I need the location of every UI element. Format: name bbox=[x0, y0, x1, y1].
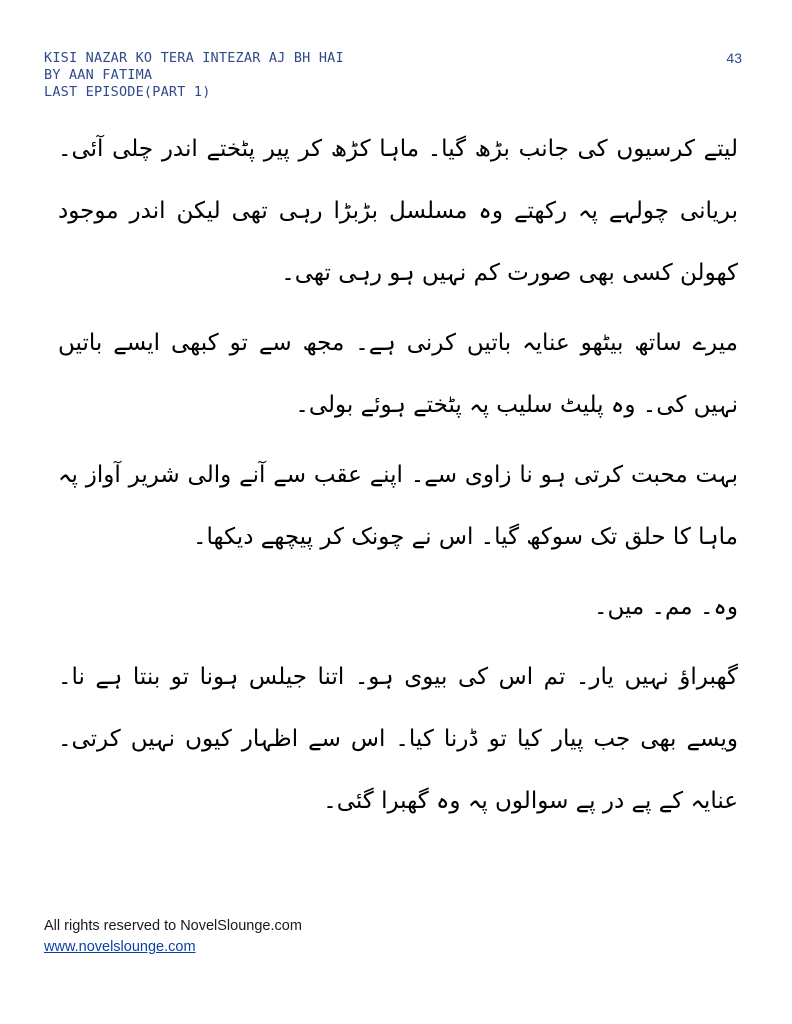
author-line: BY AAN FATIMA bbox=[44, 67, 153, 83]
website-link[interactable]: www.novelslounge.com bbox=[44, 939, 196, 955]
page-number: 43 bbox=[726, 50, 742, 66]
document-footer bbox=[44, 916, 302, 958]
story-body bbox=[58, 118, 738, 840]
episode-line: LAST EPISODE(PART 1) bbox=[44, 84, 211, 100]
paragraph: لیتے کرسیوں کی جانب بڑھ گیا۔ ماہا کڑھ کر پیر پٹختے اندر چلی آئی۔ بریانی چولہے پہ رکھتے وہ مسلسل بڑبڑا رہی تھی لیکن اندر موجود کھولن کسی بھی صورت کم نہیں ہو رہی تھی۔ bbox=[58, 136, 738, 286]
paragraph: بہت محبت کرتی ہو نا زاوی سے۔ اپنے عقب سے آنے والی شریر آواز پہ ماہا کا حلق تک سوکھ گیا۔ اس نے چونک کر پیچھے دیکھا۔ bbox=[58, 462, 738, 550]
paragraph: گھبراؤ نہیں یار۔ تم اس کی بیوی ہو۔ اتنا جیلس ہونا تو بنتا ہے نا۔ ویسے بھی جب پیار کیا تو ڈرنا کیا۔ اس سے اظہار کیوں نہیں کرتی۔ عنایہ کے پے در پے سوالوں پہ وہ گھبرا گئی۔ bbox=[58, 664, 738, 814]
novel-title: KISI NAZAR KO TERA INTEZAR AJ BH HAI bbox=[44, 50, 344, 66]
rights-notice: All rights reserved to NovelSlounge.com bbox=[44, 918, 302, 934]
paragraph: میرے ساتھ بیٹھو عنایہ باتیں کرنی ہے۔ مجھ سے تو کبھی ایسے باتیں نہیں کی۔ وہ پلیٹ سلیب پہ پٹختے ہوئے بولی۔ bbox=[58, 330, 738, 418]
paragraph: وہ۔ مم۔ میں۔ bbox=[593, 594, 738, 620]
document-header bbox=[44, 50, 344, 101]
